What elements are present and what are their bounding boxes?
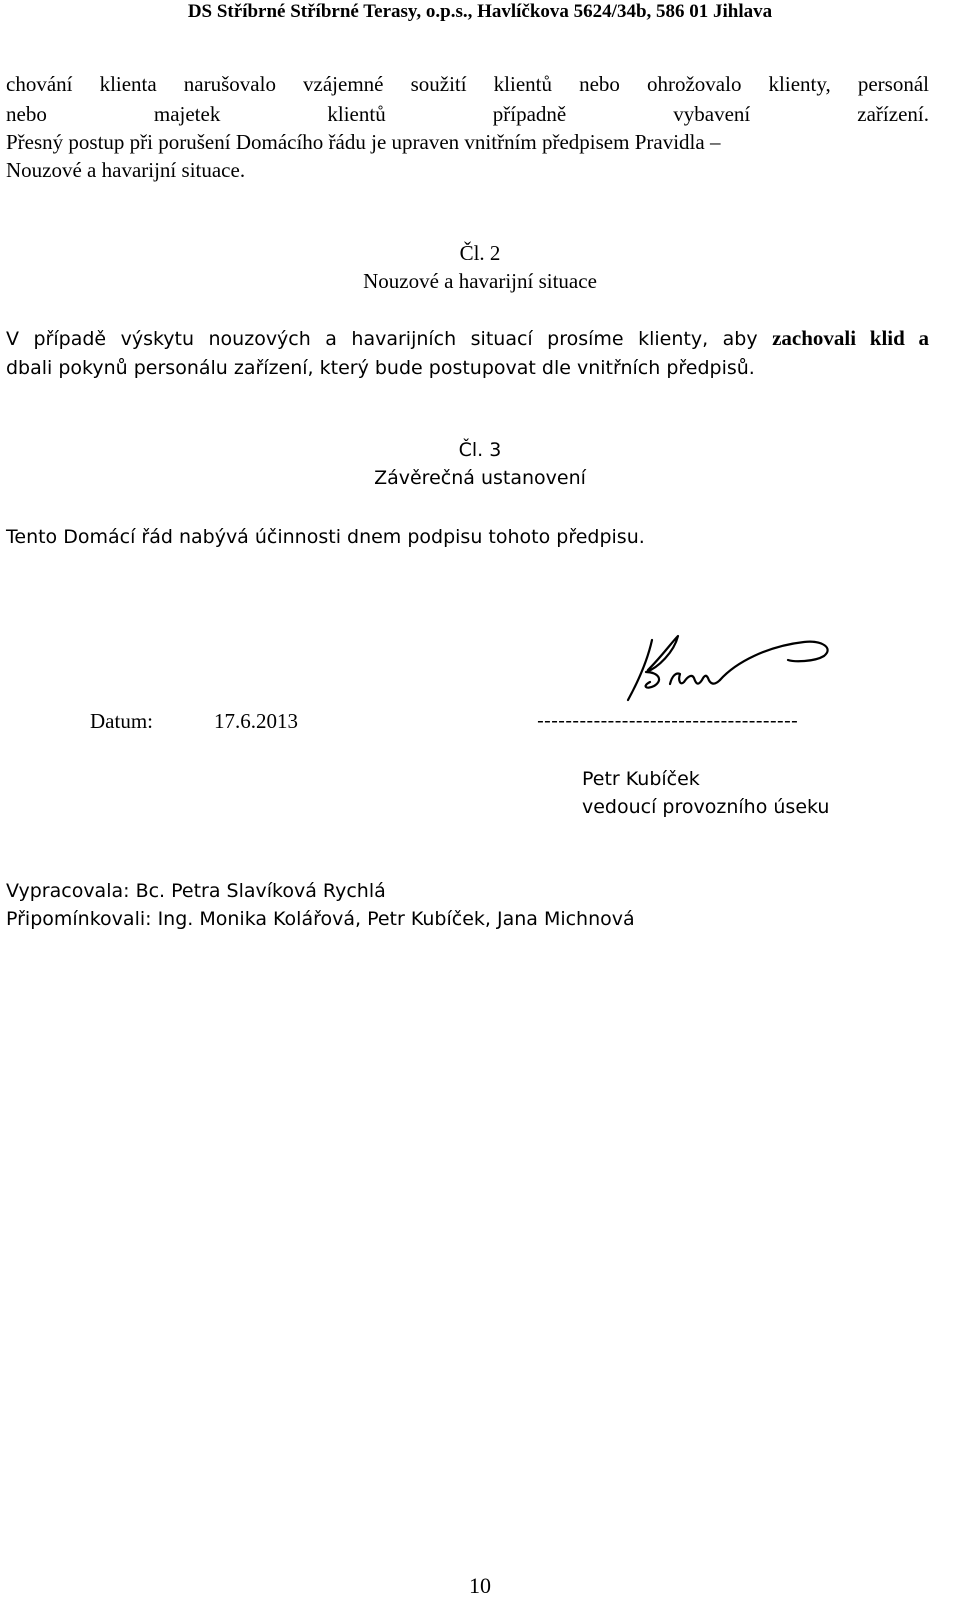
intro-line-1: chování klienta narušovalo vzájemné soužití klientů nebo ohrožovalo klienty, personál	[6, 72, 929, 96]
intro-line-2-text: nebo majetek klientů případně vybavení zařízení.	[6, 102, 929, 126]
intro-line-3: Přesný postup při porušení Domácího řádu je upraven vnitřním předpisem Pravidla –	[6, 130, 721, 154]
article-3-title: Závěrečná ustanovení	[374, 467, 586, 489]
signer-role: vedoucí provozního úseku	[582, 796, 830, 818]
signature-dash-line: -------------------------------------	[537, 710, 799, 732]
article-2-title: Nouzové a havarijní situace	[363, 269, 597, 293]
article-3-text: Tento Domácí řád nabývá účinnosti dnem podpisu tohoto předpisu.	[6, 526, 645, 548]
intro-line-2	[6, 99, 929, 129]
page-number: 10	[469, 1573, 491, 1598]
signature-image	[618, 628, 843, 708]
signer-name: Petr Kubíček	[582, 768, 700, 790]
article-2-line-1-text: V případě výskytu nouzových a havarijních situací prosíme klienty, aby	[6, 328, 758, 350]
article-3-number: Čl. 3	[458, 439, 502, 461]
date-value: 17.6.2013	[214, 709, 298, 733]
article-2-line-1	[6, 323, 929, 354]
signature-stroke-4	[720, 642, 828, 680]
document-header: DS Stříbrné Stříbrné Terasy, o.p.s., Havlíčkova 5624/34b, 586 01 Jihlava	[187, 1, 773, 22]
reviewed-by: Připomínkovali: Ing. Monika Kolářová, Petr Kubíček, Jana Michnová	[6, 908, 635, 930]
prepared-by: Vypracovala: Bc. Petra Slavíková Rychlá	[6, 880, 386, 902]
date-label: Datum:	[90, 709, 153, 733]
article-2-line-2: dbali pokynů personálu zařízení, který bude postupovat dle vnitřních předpisů.	[6, 357, 755, 379]
intro-line-4: Nouzové a havarijní situace.	[6, 158, 246, 182]
article-2-number: Čl. 2	[459, 241, 501, 265]
article-2-line-1-bold: zachovali klid a	[772, 326, 929, 350]
signature-stroke-3	[670, 673, 720, 684]
